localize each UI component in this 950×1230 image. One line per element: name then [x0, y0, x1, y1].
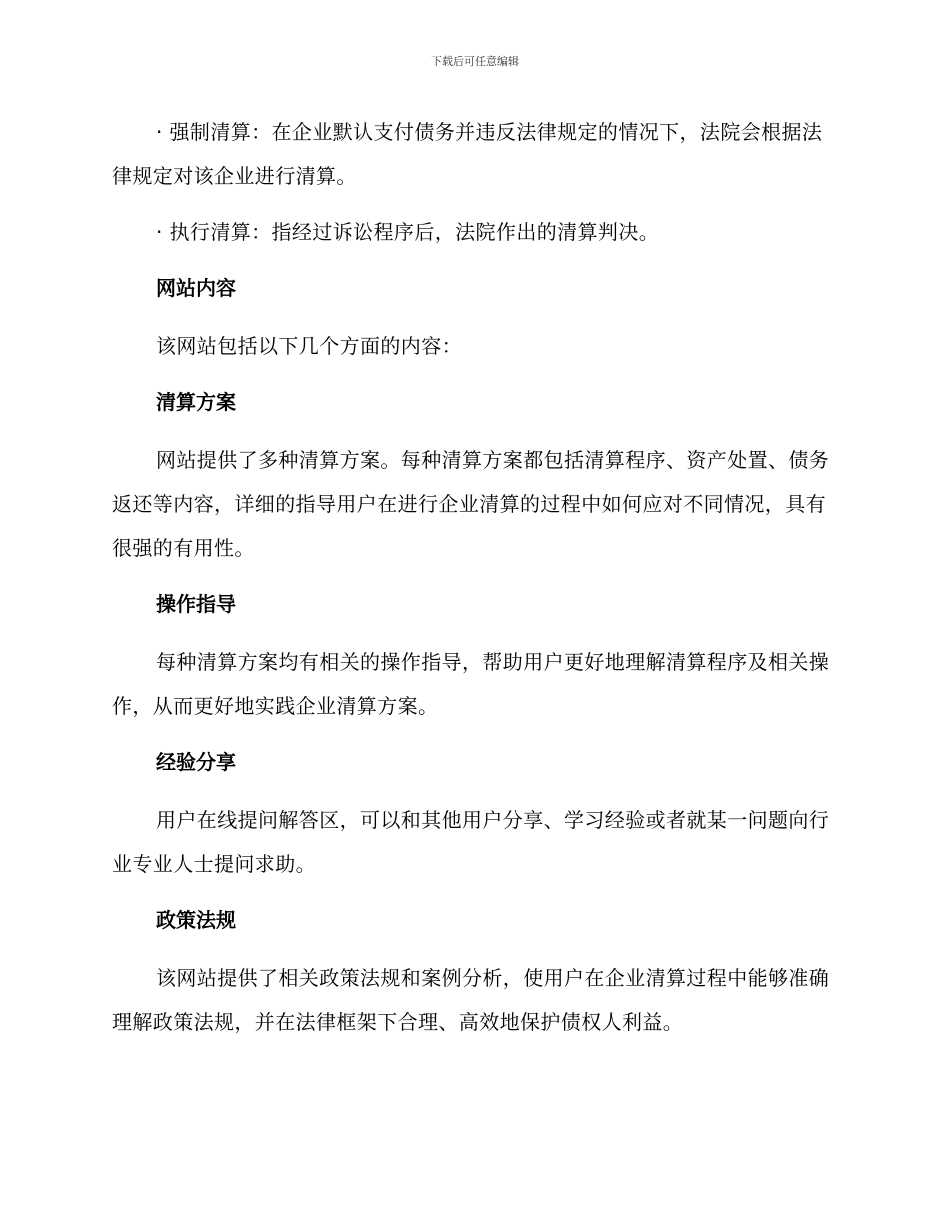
heading-site-content: 网站内容 [156, 276, 236, 300]
document-content [112, 110, 838, 1056]
paragraph-operation-guidance: 每种清算方案均有相关的操作指导，帮助用户更好地理解清算程序及相关操作，从而更好地实践企业清算方案。 [112, 650, 830, 718]
bullet-execution-liquidation: · 执行清算：指经过诉讼程序后，法院作出的清算判决。 [156, 220, 660, 244]
heading-experience-sharing: 经验分享 [156, 750, 236, 774]
page-header-note: 下载后可任意编辑 [431, 55, 519, 68]
heading-operation-guidance: 操作指导 [156, 592, 236, 616]
paragraph-policy-regulations: 该网站提供了相关政策法规和案例分析，使用户在企业清算过程中能够准确理解政策法规，并在法律框架下合理、高效地保护债权人利益。 [112, 966, 830, 1034]
paragraph-site-content: 该网站包括以下几个方面的内容： [156, 334, 462, 358]
paragraph-experience-sharing: 用户在线提问解答区，可以和其他用户分享、学习经验或者就某一问题向行业专业人士提问求助。 [112, 808, 830, 876]
paragraph-liquidation-plans: 网站提供了多种清算方案。每种清算方案都包括清算程序、资产处置、债务返还等内容，详细的指导用户在进行企业清算的过程中如何应对不同情况，具有很强的有用性。 [112, 448, 830, 560]
heading-liquidation-plans: 清算方案 [156, 390, 236, 414]
bullet-forced-liquidation: · 强制清算：在企业默认支付债务并违反法律规定的情况下，法院会根据法律规定对该企业进行清算。 [112, 120, 823, 188]
heading-policy-regulations: 政策法规 [156, 908, 236, 932]
